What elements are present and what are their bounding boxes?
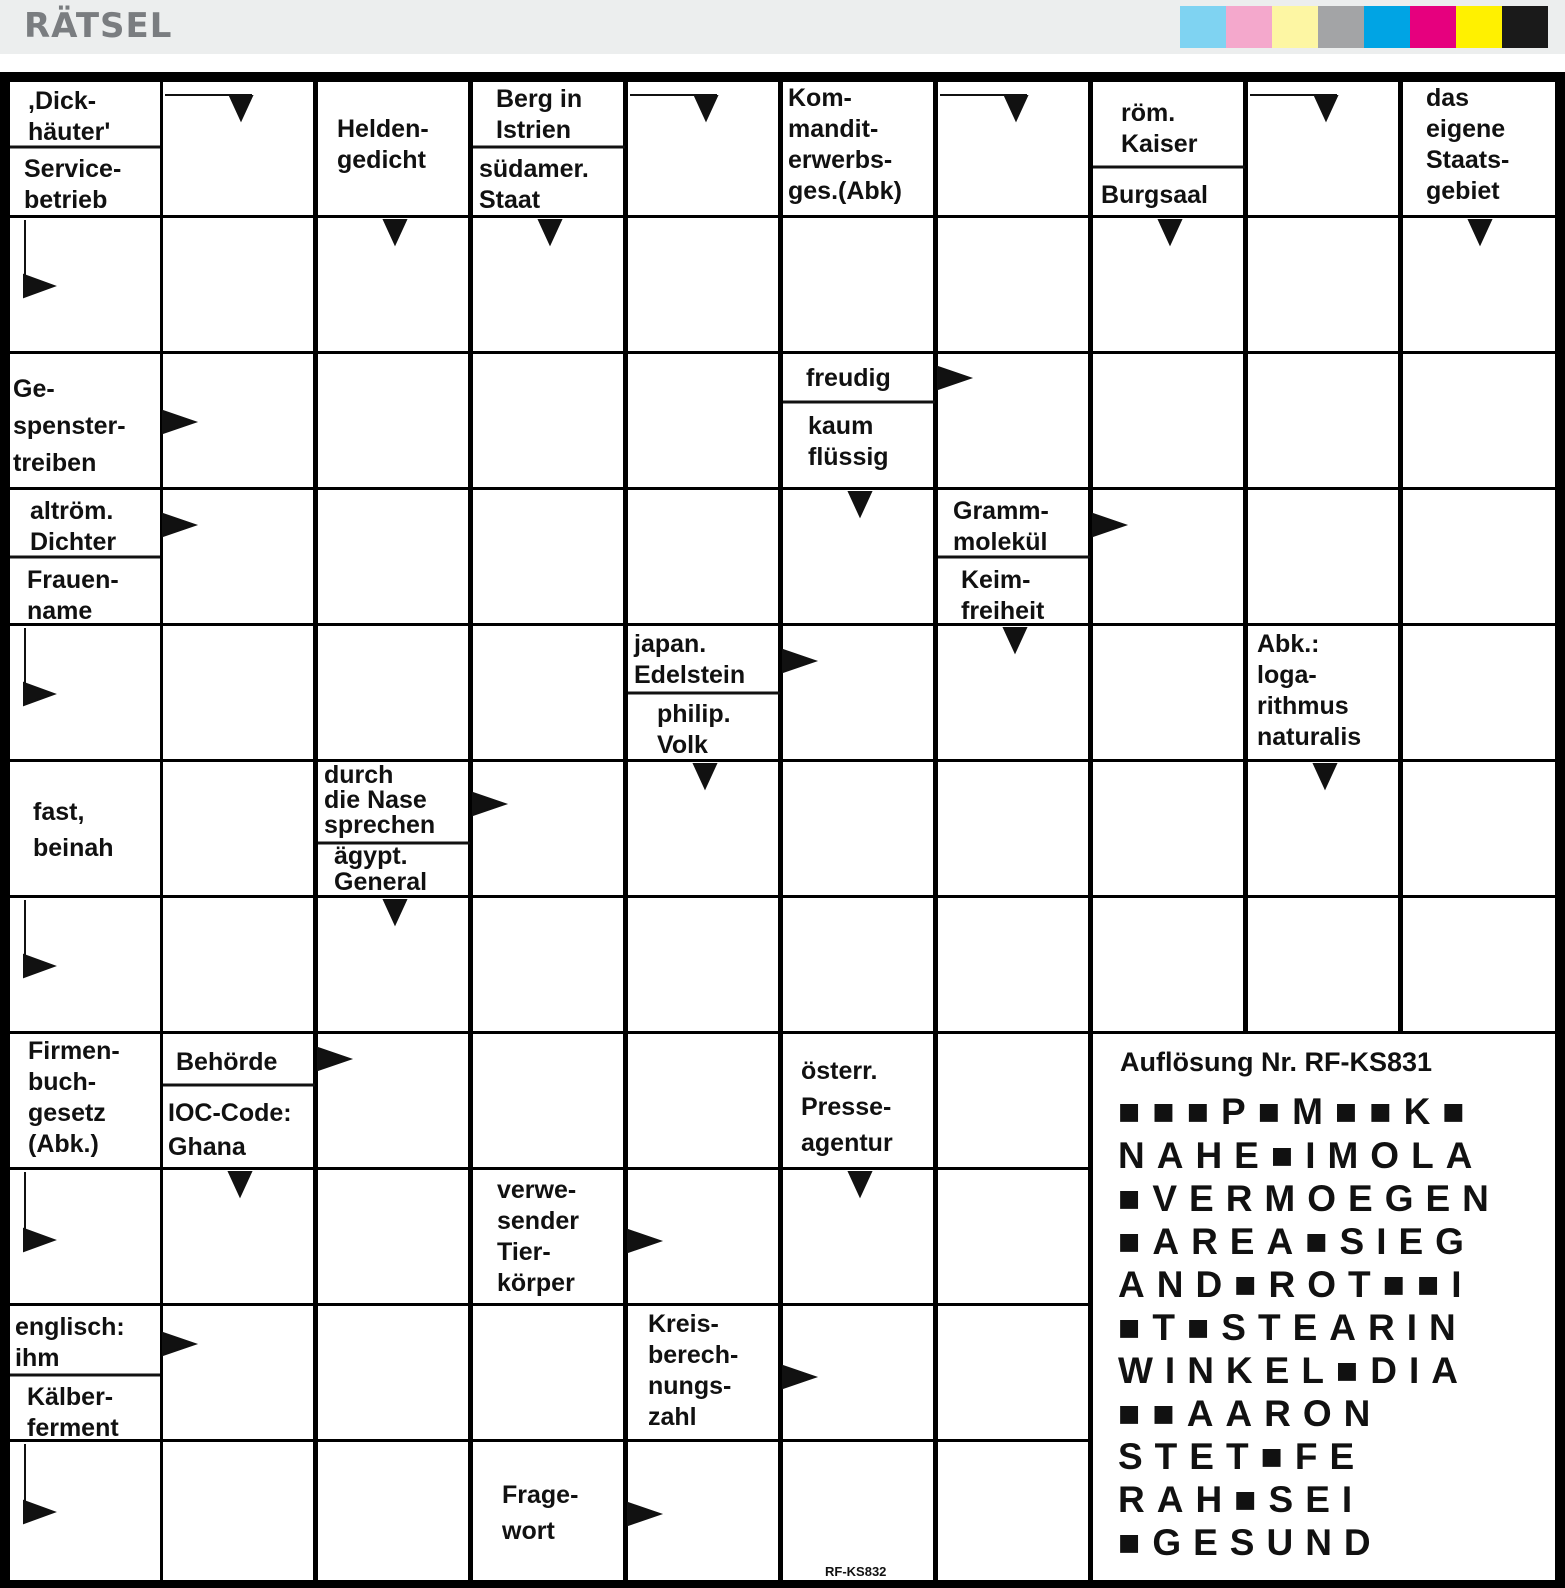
clue-englisch-ihm: englisch: ihm (15, 1313, 125, 1372)
clue-grammmolekuel: Gramm- molekül (953, 497, 1049, 556)
solution-row: ■■AARON (1118, 1393, 1383, 1434)
clue-keimfreiheit: Keim- freiheit (961, 566, 1045, 625)
grid-cell[interactable] (318, 354, 468, 487)
grid-cell[interactable] (938, 1442, 1088, 1580)
grid-cell[interactable] (1248, 898, 1398, 1031)
grid-cell[interactable] (783, 218, 933, 351)
clue-durch-die-nase: durch die Nase sprechen (324, 761, 436, 839)
grid-cell[interactable] (473, 490, 623, 623)
clue-roem-kaiser: röm. Kaiser (1121, 99, 1198, 158)
clue-aegypt-general: ägypt. General (334, 842, 428, 896)
grid-cell[interactable] (938, 898, 1088, 1031)
clue-kaum-fluessig: kaum flüssig (808, 412, 889, 471)
grid-cell[interactable] (163, 898, 313, 1031)
clue-servicebetrieb: Service- betrieb (24, 155, 122, 214)
grid-cell[interactable] (628, 354, 778, 487)
solution-title: Auflösung Nr. RF-KS831 (1120, 1047, 1433, 1077)
solution-row: NAHE■IMOLA (1118, 1135, 1485, 1176)
grid-cell[interactable] (473, 762, 623, 895)
grid-cell[interactable] (628, 898, 778, 1031)
grid-cell[interactable] (783, 1306, 933, 1439)
clue-logarithmus: Abk.: loga- rithmus naturalis (1257, 630, 1362, 751)
grid-cell[interactable] (318, 1170, 468, 1303)
grid-cell[interactable] (473, 1034, 623, 1167)
clue-kommandit: Kom- mandit- erwerbs- ges.(Abk) (788, 84, 902, 205)
solution-row: ■AREA■SIEG (1118, 1221, 1476, 1262)
grid-cell[interactable] (938, 1170, 1088, 1303)
grid-cell[interactable] (1403, 490, 1555, 623)
puzzle-code: RF-KS832 (825, 1564, 887, 1579)
clue-freudig: freudig (806, 364, 891, 392)
grid-cell[interactable] (783, 626, 933, 759)
grid-cell[interactable] (318, 626, 468, 759)
grid-cell[interactable] (938, 1034, 1088, 1167)
clue-dickhaeuter: ,Dick- häuter' (28, 87, 111, 146)
grid-cell[interactable] (783, 1442, 933, 1580)
grid-cell[interactable] (783, 898, 933, 1031)
solution-row: ■GESUND (1118, 1522, 1383, 1563)
grid-cell[interactable] (473, 1306, 623, 1439)
clue-kreisberechnungszahl: Kreis- berech- nungs- zahl (648, 1310, 739, 1431)
grid-cell[interactable] (628, 218, 778, 351)
grid-cell[interactable] (473, 354, 623, 487)
grid-cell[interactable] (1403, 354, 1555, 487)
grid-cell[interactable] (1248, 354, 1398, 487)
clue-fragewort: Frage- wort (502, 1481, 579, 1545)
clue-fast-beinah: fast, beinah (33, 798, 114, 862)
grid-cell[interactable] (318, 1034, 468, 1167)
clue-heldengedicht: Helden- gedicht (337, 115, 429, 174)
grid-cell[interactable] (938, 218, 1088, 351)
grid-cell[interactable] (783, 762, 933, 895)
clue-firmenbuchgesetz: Firmen- buch- gesetz (Abk.) (28, 1037, 120, 1158)
grid-cell[interactable] (1093, 898, 1243, 1031)
solution-row: AND■ROT■■I (1118, 1264, 1474, 1305)
clue-gespenstertreiben: Ge- spenster- treiben (13, 375, 126, 477)
grid-cell[interactable] (1093, 626, 1243, 759)
grid-cell[interactable] (163, 762, 313, 895)
clue-kaelberferment: Kälber- ferment (27, 1383, 119, 1442)
grid-cell[interactable] (628, 1170, 778, 1303)
grid-cell[interactable] (938, 762, 1088, 895)
grid-cell[interactable] (628, 490, 778, 623)
grid-cell[interactable] (163, 1442, 313, 1580)
grid-cell[interactable] (1403, 898, 1555, 1031)
grid-cell[interactable] (473, 898, 623, 1031)
grid-cell[interactable] (163, 1306, 313, 1439)
solution-row: ■VERMOEGEN (1118, 1178, 1501, 1219)
clue-behoerde: Behörde (176, 1048, 278, 1076)
grid-cell[interactable] (473, 626, 623, 759)
clue-oesterr-presseagentur: österr. Presse- agentur (801, 1057, 893, 1157)
grid-cell[interactable] (1093, 762, 1243, 895)
solution-row: STET■FE (1118, 1436, 1367, 1477)
solution-row: ■■■P■M■■K■ (1118, 1091, 1477, 1132)
solution-row: WINKEL■DIA (1118, 1350, 1470, 1391)
grid-cell[interactable] (1248, 218, 1398, 351)
grid-cell[interactable] (318, 1442, 468, 1580)
grid-cell[interactable] (1093, 490, 1243, 623)
clue-burgsaal: Burgsaal (1101, 181, 1208, 209)
grid-cell[interactable] (318, 1306, 468, 1439)
grid-cell[interactable] (1403, 626, 1555, 759)
solution-row: RAH■SEI (1118, 1479, 1365, 1520)
page-title: RÄTSEL (24, 6, 173, 46)
grid-cell[interactable] (938, 1306, 1088, 1439)
grid-cell[interactable] (163, 626, 313, 759)
grid-cell[interactable] (318, 490, 468, 623)
clue-frauenname: Frauen- name (27, 566, 119, 625)
clue-suedamer-staat: südamer. Staat (479, 155, 589, 214)
clue-altroem-dichter: altröm. Dichter (30, 497, 117, 556)
clue-ioc-code: IOC-Code: Ghana (168, 1099, 292, 1161)
grid-cell[interactable] (1403, 762, 1555, 895)
clue-berg-in-istrien: Berg in Istrien (496, 85, 583, 144)
clue-staatsgebiet: das eigene Staats- gebiet (1426, 84, 1510, 205)
solution-row: ■T■STEARIN (1118, 1307, 1468, 1348)
grid-cell[interactable] (1248, 490, 1398, 623)
grid-cell[interactable] (1093, 354, 1243, 487)
clue-japan-edelstein: japan. Edelstein (634, 630, 746, 689)
grid-cell[interactable] (163, 490, 313, 623)
grid-cell[interactable] (163, 218, 313, 351)
clue-verwesender-tierkoerper: verwe- sender Tier- körper (497, 1176, 579, 1297)
grid-cell[interactable] (628, 1034, 778, 1167)
clue-philip-volk: philip. Volk (657, 700, 731, 759)
